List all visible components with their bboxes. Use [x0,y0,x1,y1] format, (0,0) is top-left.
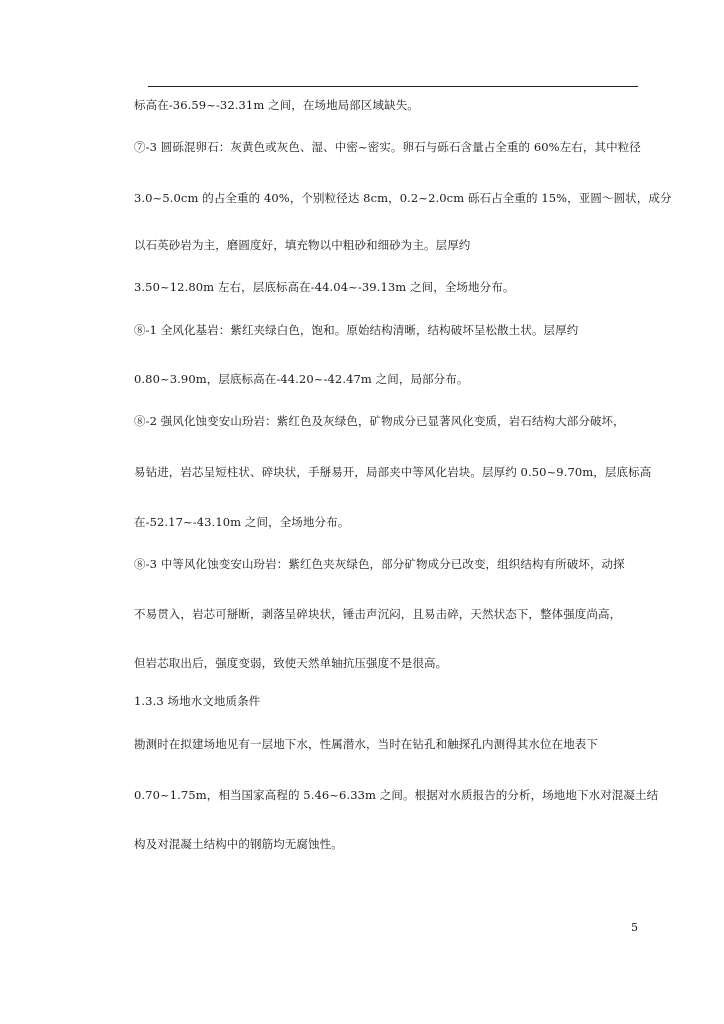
text-line: ⑦-3 圆砾混卵石：灰黄色或灰色、湿、中密~密实。卵石与砾石含量占全重的 60%左右，其中粒径 [134,140,641,154]
text-line: ⑧-1 全风化基岩：紫红夹绿白色，饱和。原始结构清晰，结构破坏呈松散土状。层厚约 [134,323,579,337]
text-line: 0.80~3.90m，层底标高在-44.20~-42.47m 之间，局部分布。 [134,372,469,386]
text-line: 但岩芯取出后，强度变弱，致使天然单轴抗压强度不是很高。 [134,656,448,670]
text-line: 3.50~12.80m 左右，层底标高在-44.04~-39.13m 之间，全场地分布。 [134,280,515,294]
text-line: 标高在-36.59~-32.31m 之间，在场地局部区域缺失。 [134,98,419,112]
text-line: 构及对混凝土结构中的钢筋均无腐蚀性。 [134,837,343,851]
header-rule [148,86,638,87]
text-line: ⑧-3 中等风化蚀变安山玢岩：紫红色夹灰绿色，部分矿物成分已改变，组织结构有所破坏，动探 [134,557,625,571]
text-line: 3.0~5.0cm 的占全重的 40%，个别粒径达 8cm，0.2~2.0cm 砾石占全重的 15%，亚圆～圆状，成分 [134,191,672,205]
page-number: 5 [631,921,638,934]
text-line: 易钻进，岩芯呈短柱状、碎块状，手掰易开，局部夹中等风化岩块。层厚约 0.50~9.70m，层底标高 [134,465,652,479]
text-line: 不易贯入，岩芯可掰断，剥落呈碎块状，锤击声沉闷，且易击碎，天然状态下，整体强度尚高， [134,607,622,621]
text-line: 以石英砂岩为主，磨圆度好，填充物以中粗砂和细砂为主。层厚约 [134,238,471,252]
text-line: 勘测时在拟建场地见有一层地下水，性属潜水，当时在钻孔和触探孔内测得其水位在地表下 [134,737,598,751]
text-line: 在-52.17~-43.10m 之间，全场地分布。 [134,515,350,529]
section-heading: 1.3.3 场地水文地质条件 [134,694,261,708]
text-line: 0.70~1.75m，相当国家高程的 5.46~6.33m 之间。根据对水质报告的分析，场地地下水对混凝土结 [134,788,659,802]
text-line: ⑧-2 强风化蚀变安山玢岩：紫红色及灰绿色，矿物成分已显著风化变质，岩石结构大部分破坏， [134,414,625,428]
